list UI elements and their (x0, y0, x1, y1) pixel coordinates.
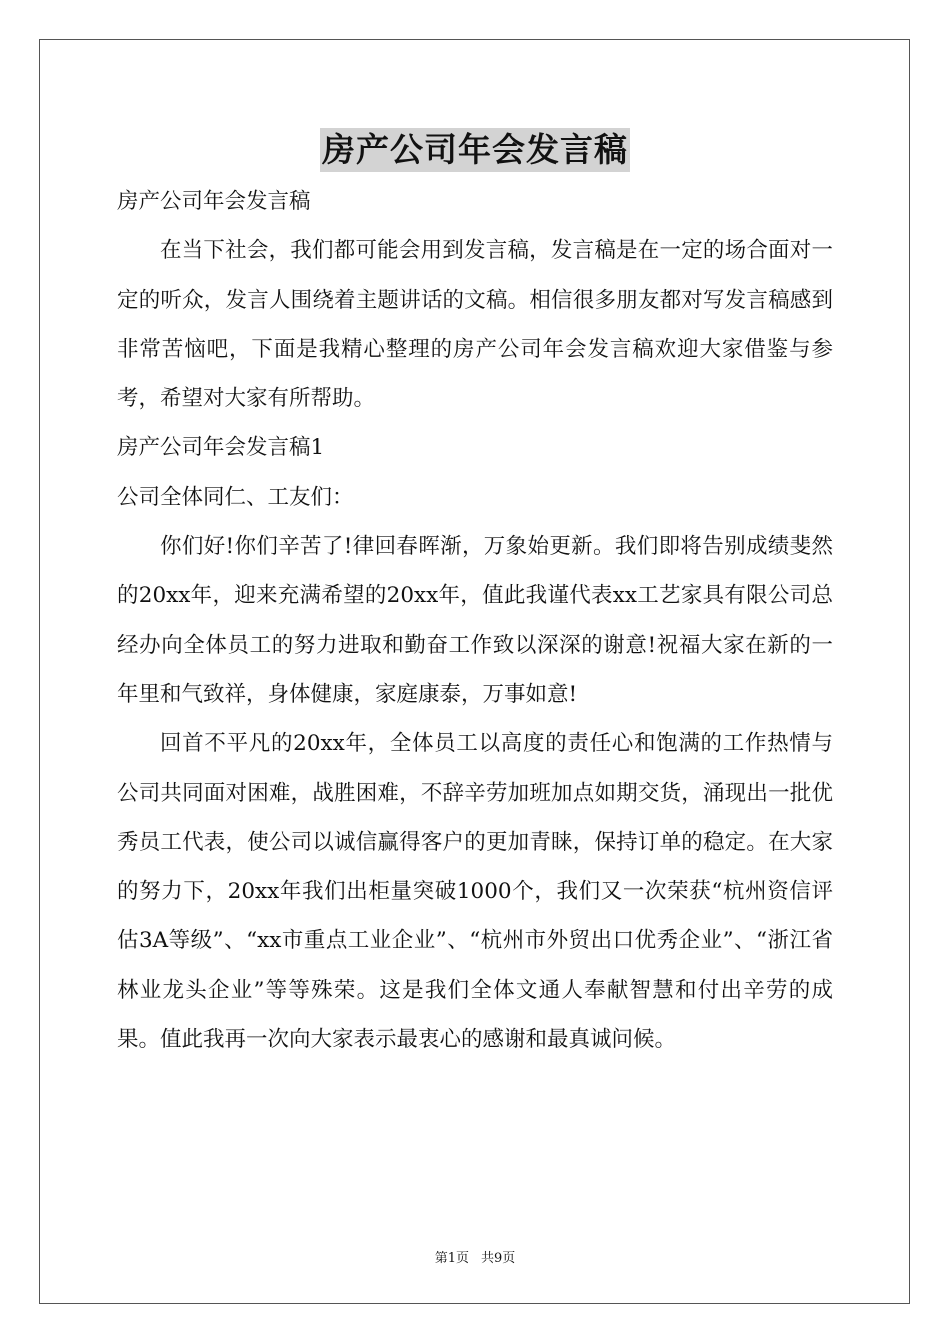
section-heading: 房产公司年会发言稿1 (117, 435, 325, 461)
page-number: 第1页 (434, 1251, 469, 1266)
document-title: 房产公司年会发言稿 (320, 128, 630, 172)
paragraph: 回首不平凡的20xx年，全体员工以高度的责任心和饱满的工作热情与公司共同面对困难，战胜困难，不辞辛劳加班加点如期交货，涌现出一批优秀员工代表，使公司以诚信赢得客户的更加青睐，保持订单的稳定。在大家的努力下，20xx年我们出柜量突破1000个，我们又一次荣获“杭州资信评估3A等级”、“xx市重点工业企业”、“杭州市外贸出口优秀企业”、“浙江省林业龙头企业”等等殊荣。这是我们全体文通人奉献智慧和付出辛劳的成果。值此我再一次向大家表示最衷心的感谢和最真诚问候。 (117, 731, 833, 1053)
title-container (0, 128, 950, 172)
paragraph: 你们好!你们辛苦了!律回春晖渐，万象始更新。我们即将告别成绩斐然的20xx年，迎来充满希望的20xx年，值此我谨代表xx工艺家具有限公司总经办向全体员工的努力进取和勤奋工作致以深深的谢意!祝福大家在新的一年里和气致祥，身体健康，家庭康泰，万事如意! (117, 534, 833, 707)
page-footer (0, 1250, 950, 1268)
salutation: 公司全体同仁、工友们： (117, 484, 354, 510)
paragraph: 在当下社会，我们都可能会用到发言稿，发言稿是在一定的场合面对一定的听众，发言人围绕着主题讲话的文稿。相信很多朋友都对写发言稿感到非常苦恼吧，下面是我精心整理的房产公司年会发言稿欢迎大家借鉴与参考，希望对大家有所帮助。 (117, 238, 833, 412)
document-body (117, 177, 833, 1064)
page-total: 共9页 (481, 1251, 516, 1266)
paragraph: 房产公司年会发言稿 (117, 189, 311, 214)
